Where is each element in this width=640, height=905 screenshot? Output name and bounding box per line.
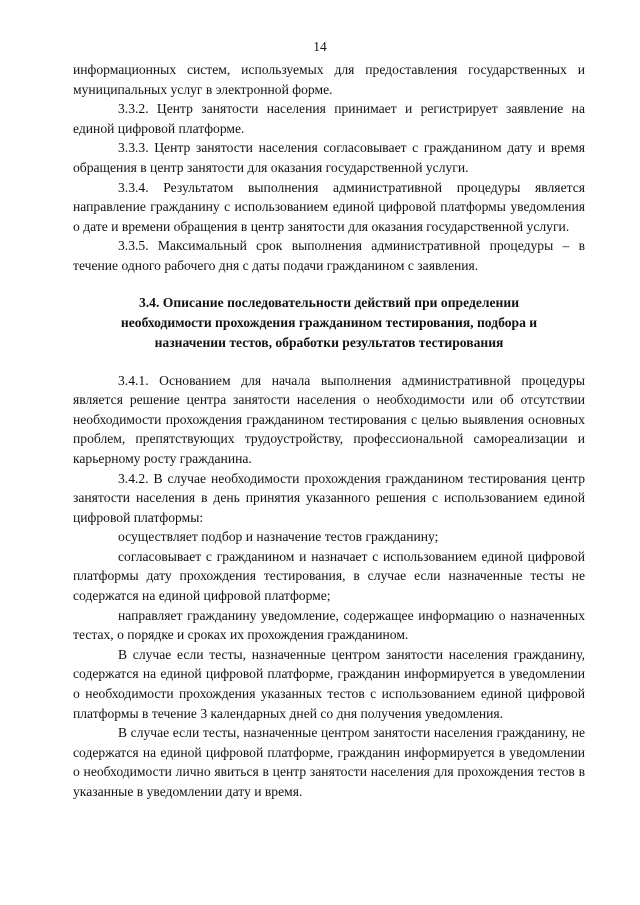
paragraph-tests-on-platform: В случае если тесты, назначенные центром занятости населения гражданину, содержатся на единой цифровой платформе, гражданин информируется в уведомлении о необходимости прохождения указанных тестов с использованием единой цифровой платформы в течение 3 календарных дней со дня получения уведомления.	[73, 646, 585, 721]
paragraph-3-3-4: 3.3.4. Результатом выполнения административной процедуры является направление гражданину с использованием единой цифровой платформы уведомления о дате и времени обращения в центр занятости для оказания государственной услуги.	[73, 179, 585, 234]
paragraph-tests-not-on-platform: В случае если тесты, назначенные центром занятости населения гражданину, не содержатся на единой цифровой платформе, гражданин информируется в уведомлении о необходимости лично явиться в центр занятости населения для прохождения тестов в указанные в уведомлении дату и время.	[73, 725, 585, 799]
list-item-schedule-testing: согласовывает с гражданином и назначает с использованием единой цифровой платформы дату прохождения тестирования, в случае если назначенные тесты не содержатся на единой цифровой платформе;	[73, 548, 585, 604]
paragraph-3-3-5: 3.3.5. Максимальный срок выполнения административной процедуры – в течение одного рабочего дня с даты подачи гражданином с заявления.	[73, 238, 585, 273]
paragraph-3-4-1: 3.4.1. Основанием для начала выполнения административной процедуры является решение центра занятости населения о необходимости или об отсутствии необходимости прохождения гражданином тестирования с целью выявления основных проблем, препятствующих трудоустройству, профессиональной самореализации и карьерному росту гражданина.	[73, 372, 585, 466]
list-item-select-tests: осуществляет подбор и назначение тестов гражданину;	[118, 529, 439, 545]
page-number: 14	[313, 39, 327, 54]
section-heading-line: назначении тестов, обработки результатов тестирования	[154, 334, 504, 350]
document-body	[73, 60, 585, 802]
section-heading-3-4	[73, 293, 585, 353]
paragraph-3-3-2: 3.3.2. Центр занятости населения принимает и регистрирует заявление на единой цифровой платформе.	[73, 101, 585, 136]
paragraph-continuation: информационных систем, используемых для предоставления государственных и муниципальных услуг в электронной форме.	[73, 62, 585, 97]
section-heading-line: 3.4. Описание последовательности действий при определении	[138, 294, 520, 310]
section-heading-line: необходимости прохождения гражданином тестирования, подбора и	[120, 314, 538, 330]
paragraph-3-4-2: 3.4.2. В случае необходимости прохождения гражданином тестирования центр занятости населения в день принятия указанного решения с использованием единой цифровой платформы:	[73, 470, 585, 525]
paragraph-3-3-3: 3.3.3. Центр занятости населения согласовывает с гражданином дату и время обращения в центр занятости для оказания государственной услуги.	[73, 140, 585, 175]
list-item-send-notification: направляет гражданину уведомление, содержащее информацию о назначенных тестах, о порядке и сроках их прохождения гражданином.	[73, 607, 585, 643]
